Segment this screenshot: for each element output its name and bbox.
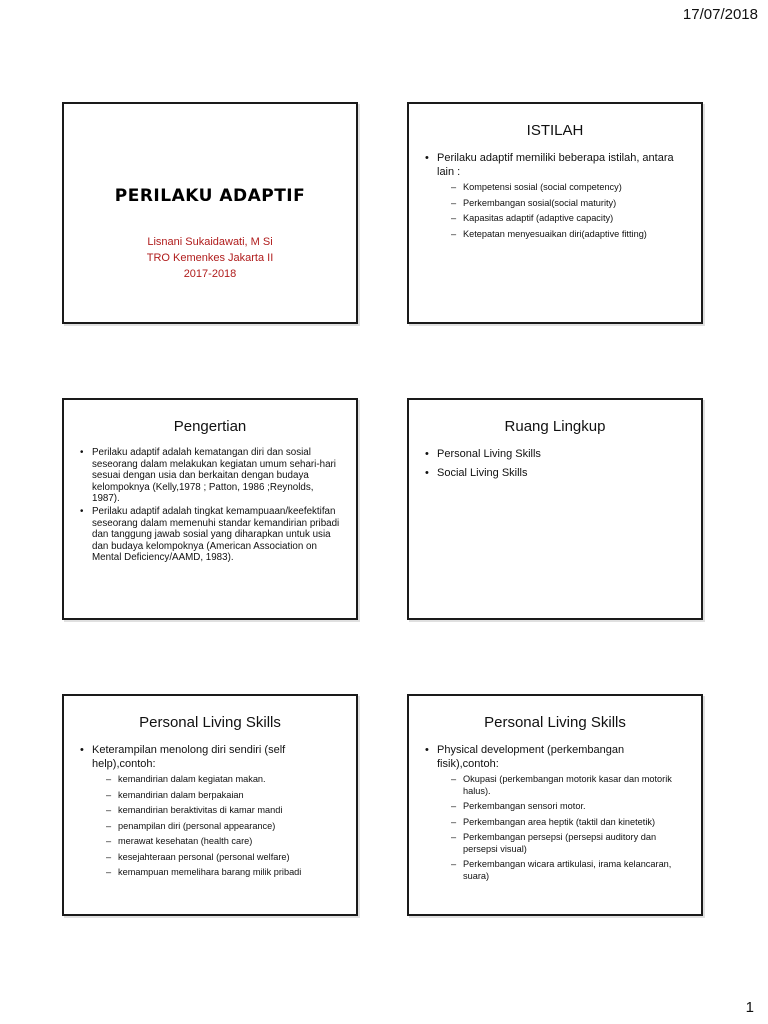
- academic-year: 2017-2018: [183, 268, 237, 280]
- presentation-subtitle: [64, 234, 356, 282]
- bullet-item: • Perilaku adaptif adalah kematangan diri dan sosial seseorang dalam melakukan kegiatan umum sehari-hari sesuai dengan usia dan berkaitan dengan budaya kelompoknya (Kelly,1978 ; Patton, 1986 ;Reynolds, 1987).: [82, 447, 342, 505]
- sub-bullet-item: – kemampuan memelihara barang milik pribadi: [106, 867, 342, 879]
- slide-istilah: [407, 102, 703, 324]
- bullet-list: [409, 151, 701, 240]
- slide-heading: Pengertian: [173, 418, 247, 435]
- slide-pengertian: [62, 398, 358, 620]
- sub-bullet-item: – penampilan diri (personal appearance): [106, 821, 342, 833]
- slide-personal-living-skills-physical: [407, 694, 703, 916]
- bullet-item: • Perilaku adaptif adalah tingkat kemampuaan/keefektifan seseorang dalam memenuhi standar kemandirian pribadi dan tanggung jawab sosial yang diharapkan untuk usia dan budaya kelompoknya (American Association on Mental Deficiency/AAMD, 1983).: [82, 506, 342, 564]
- slide-heading: Ruang Lingkup: [504, 418, 606, 435]
- bullet-list: [409, 743, 701, 882]
- slide-heading: Personal Living Skills: [139, 714, 281, 731]
- sub-bullet-item: – Perkembangan wicara artikulasi, irama kelancaran, suara): [451, 859, 687, 882]
- bullet-item: [82, 743, 342, 879]
- sub-bullet-item: – kemandirian beraktivitas di kamar mandi: [106, 805, 342, 817]
- slide-heading: Personal Living Skills: [484, 714, 626, 731]
- sub-bullet-list: [437, 774, 687, 882]
- sub-bullet-item: – Kapasitas adaptif (adaptive capacity): [451, 213, 687, 225]
- institution: TRO Kemenkes Jakarta II: [146, 252, 274, 264]
- bullet-item: • Social Living Skills: [427, 466, 687, 480]
- sub-bullet-list: [437, 182, 687, 240]
- bullet-item: • Personal Living Skills: [427, 447, 687, 461]
- bullet-list: [64, 447, 356, 564]
- sub-bullet-item: – Okupasi (perkembangan motorik kasar dan motorik halus).: [451, 774, 687, 797]
- author-name: Lisnani Sukaidawati, M Si: [147, 236, 273, 248]
- presentation-title: PERILAKU ADAPTIF: [114, 186, 306, 206]
- sub-bullet-item: – Ketepatan menyesuaikan diri(adaptive fitting): [451, 229, 687, 241]
- sub-bullet-item: – Perkembangan sensori motor.: [451, 801, 687, 813]
- header-date: 17/07/2018: [682, 6, 758, 23]
- sub-bullet-item: – Perkembangan sosial(social maturity): [451, 198, 687, 210]
- sub-bullet-item: – merawat kesehatan (health care): [106, 836, 342, 848]
- sub-bullet-item: – Perkembangan persepsi (persepsi auditory dan persepsi visual): [451, 832, 687, 855]
- slide-ruang-lingkup: [407, 398, 703, 620]
- sub-bullet-item: – kesejahteraan personal (personal welfare): [106, 852, 342, 864]
- bullet-list: [409, 447, 701, 480]
- bullet-item: [427, 151, 687, 240]
- bullet-item: [427, 743, 687, 882]
- bullet-text: Keterampilan menolong diri sendiri (self help),contoh:: [92, 744, 286, 770]
- bullet-text: Perilaku adaptif memiliki beberapa istilah, antara lain :: [437, 152, 674, 178]
- slide-personal-living-skills-self-help: [62, 694, 358, 916]
- sub-bullet-item: – kemandirian dalam berpakaian: [106, 790, 342, 802]
- sub-bullet-item: – Kompetensi sosial (social competency): [451, 182, 687, 194]
- page-number: 1: [745, 999, 754, 1016]
- slide-heading: ISTILAH: [526, 122, 584, 139]
- sub-bullet-item: – Perkembangan area heptik (taktil dan kinetetik): [451, 817, 687, 829]
- sub-bullet-list: [92, 774, 342, 879]
- slide-title-perilaku-adaptif: [62, 102, 358, 324]
- bullet-text: Physical development (perkembangan fisik),contoh:: [437, 744, 625, 770]
- bullet-list: [64, 743, 356, 879]
- sub-bullet-item: – kemandirian dalam kegiatan makan.: [106, 774, 342, 786]
